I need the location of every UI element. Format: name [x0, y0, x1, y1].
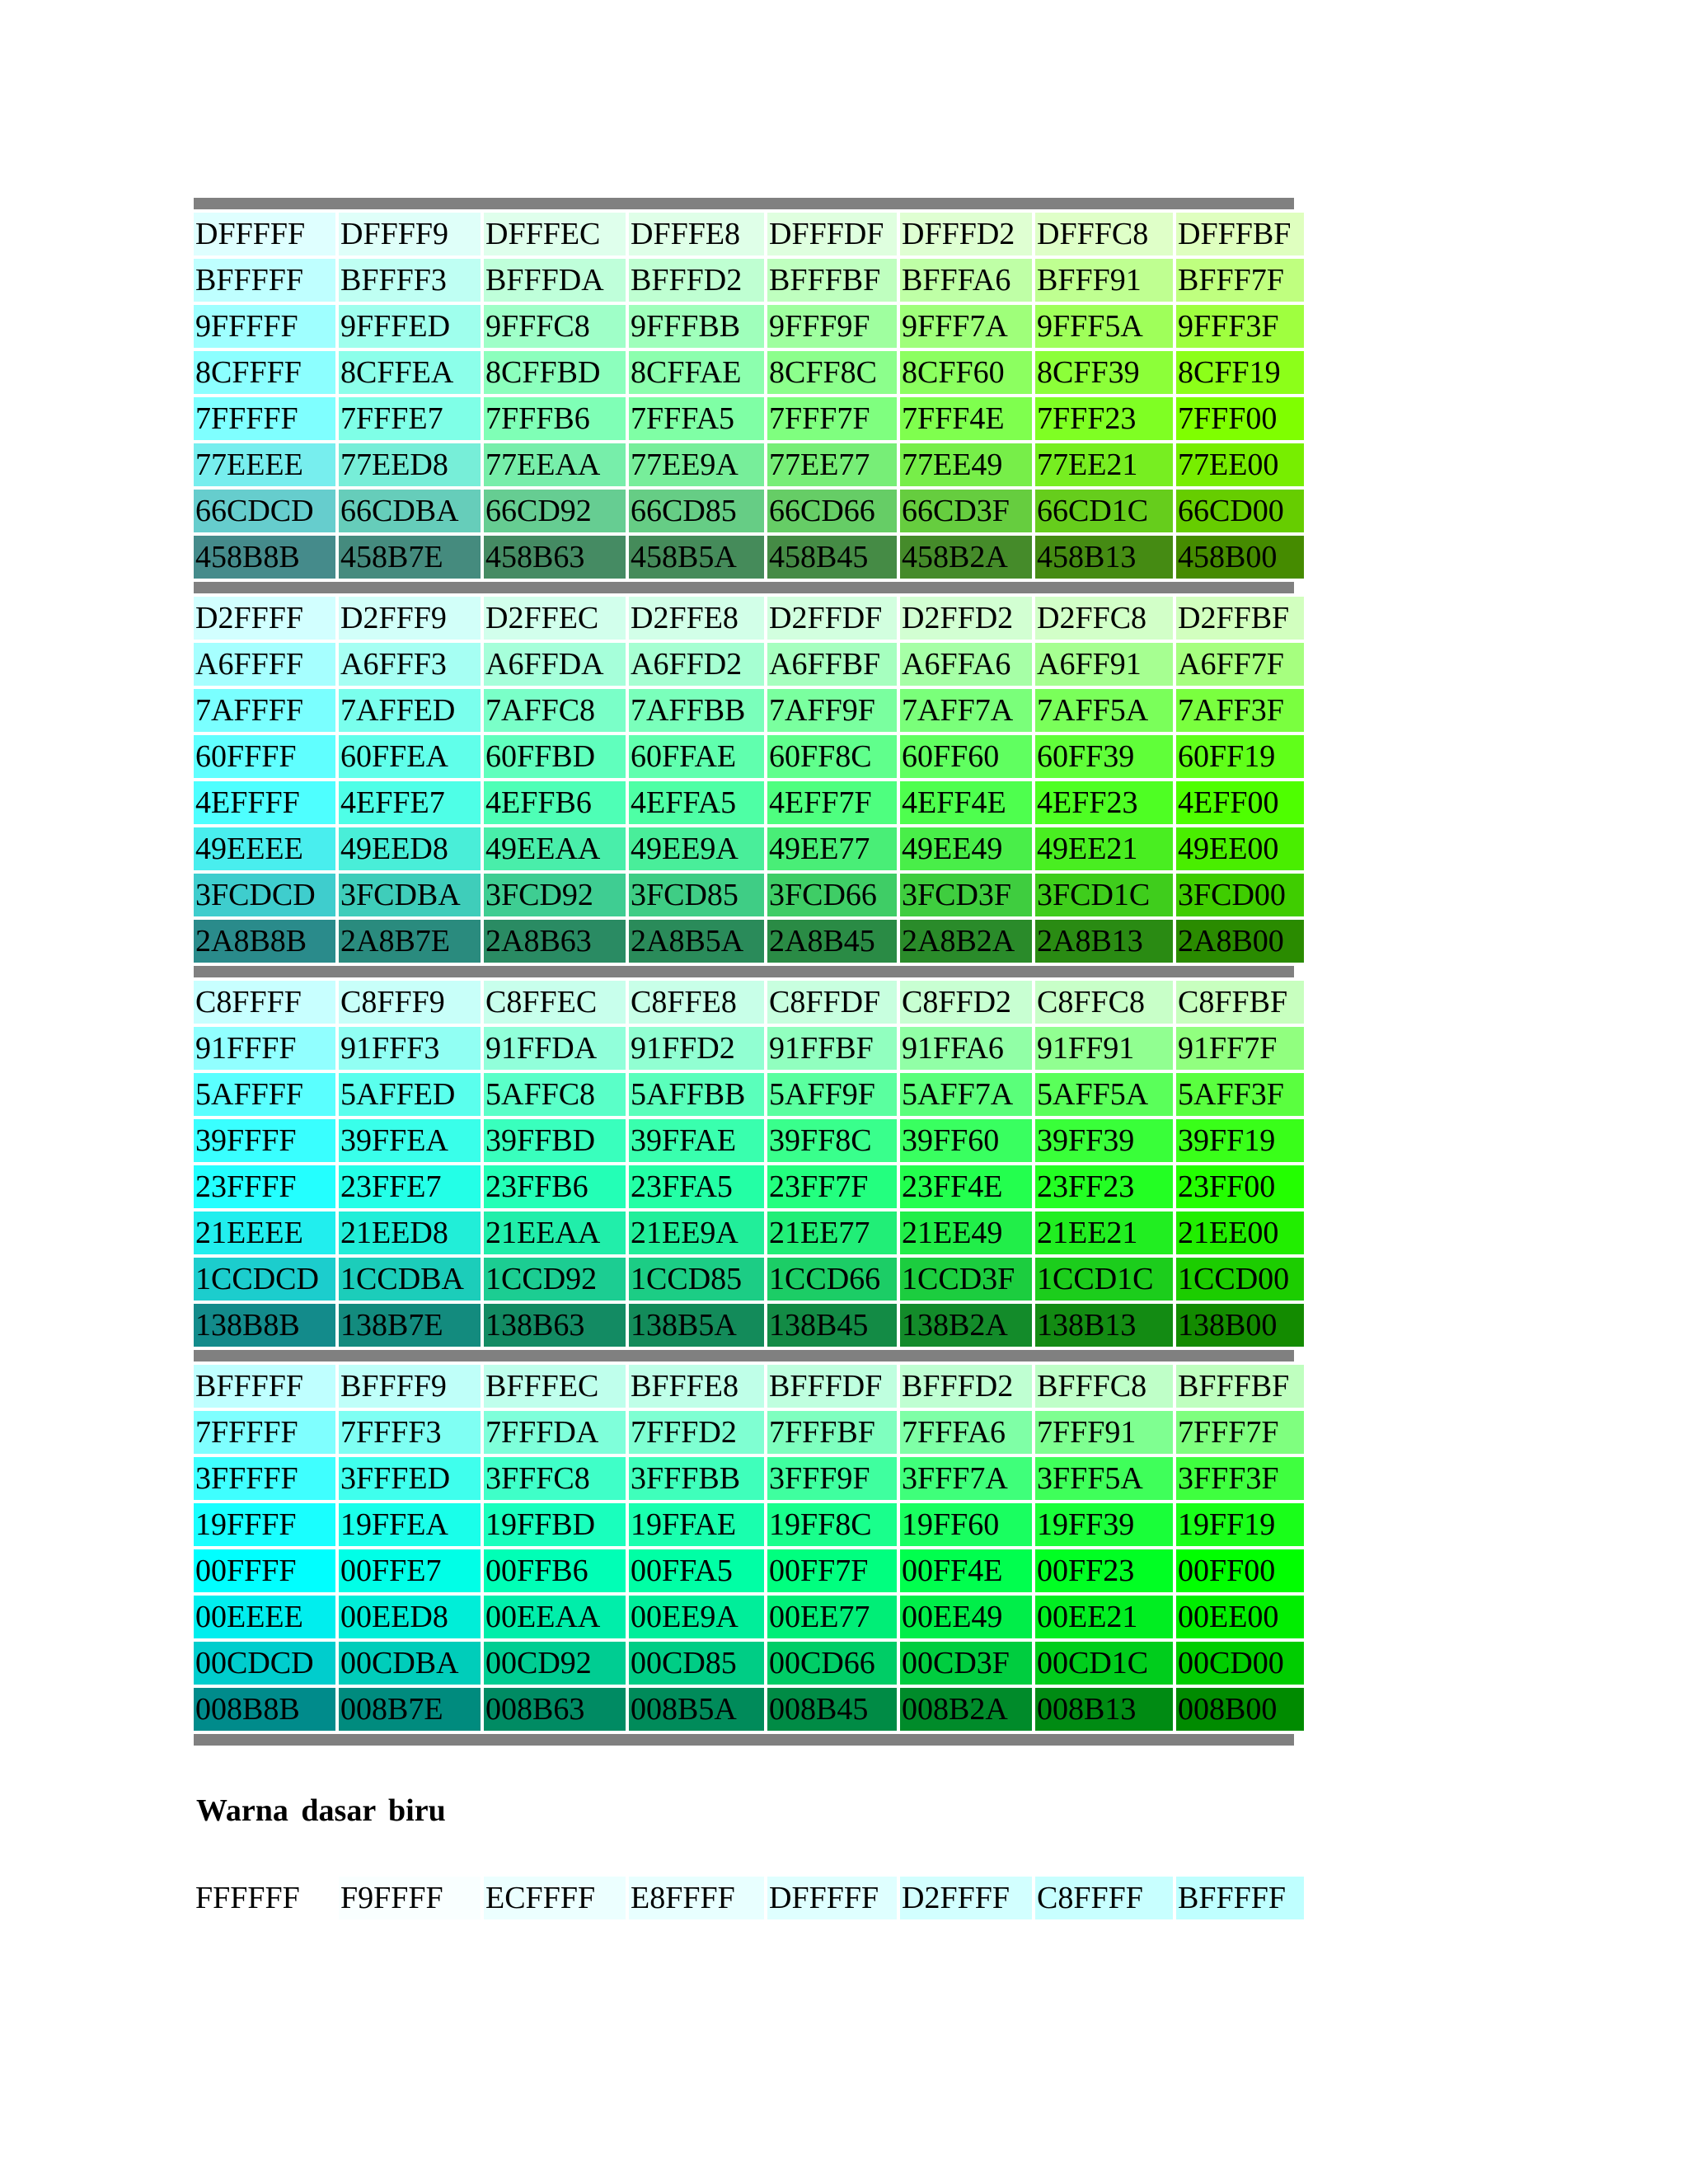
color-swatch-cell: BFFFFF [194, 1365, 335, 1408]
color-swatch-cell: 7FFFA6 [900, 1411, 1032, 1454]
color-swatch-cell: 7FFF91 [1035, 1411, 1173, 1454]
color-swatch-cell: 00CDBA [339, 1642, 481, 1685]
color-swatch-cell: 21EE9A [629, 1212, 764, 1254]
table-divider [194, 966, 1294, 977]
color-swatch-cell: 00CD00 [1176, 1642, 1304, 1685]
color-swatch-cell: 7FFF7F [1176, 1411, 1304, 1454]
color-swatch-cell: 3FFF3F [1176, 1457, 1304, 1500]
color-swatch-cell: 60FF39 [1035, 735, 1173, 778]
color-swatch-cell: 21EED8 [339, 1212, 481, 1254]
color-swatch-cell: 7AFFFF [194, 689, 335, 732]
color-swatch-cell: 00EE9A [629, 1596, 764, 1638]
color-swatch-cell: 19FF19 [1176, 1503, 1304, 1546]
color-swatch-cell: 7FFFFF [194, 1411, 335, 1454]
color-swatch-cell: 77EE00 [1176, 443, 1304, 486]
color-swatch-cell: 8CFF8C [767, 351, 897, 394]
color-swatch-cell: 008B2A [900, 1688, 1032, 1731]
color-swatch-cell: 3FCD85 [629, 874, 764, 916]
color-swatch-cell: D2FFD2 [900, 597, 1032, 640]
color-swatch-cell: 00CD1C [1035, 1642, 1173, 1685]
color-swatch-cell: BFFFBF [1176, 1365, 1304, 1408]
color-swatch-cell: 7AFF5A [1035, 689, 1173, 732]
color-swatch-cell: 23FF4E [900, 1165, 1032, 1208]
color-swatch-cell: F9FFFF [339, 1877, 481, 1919]
color-swatch-cell: DFFFFF [767, 1877, 897, 1919]
section-heading: Warna dasar biru [196, 1793, 446, 1828]
color-swatch-cell: 3FCD1C [1035, 874, 1173, 916]
color-swatch-cell: 7AFFED [339, 689, 481, 732]
color-swatch-cell: BFFFBF [767, 259, 897, 302]
color-swatch-cell: 7FFFD2 [629, 1411, 764, 1454]
color-swatch-cell: 1CCD3F [900, 1258, 1032, 1301]
color-swatch-cell: 23FF23 [1035, 1165, 1173, 1208]
color-swatch-cell: 7FFFA5 [629, 397, 764, 440]
color-swatch-cell: A6FF7F [1176, 643, 1304, 686]
color-swatch-cell: 5AFF7A [900, 1073, 1032, 1116]
color-swatch-cell: BFFFF9 [339, 1365, 481, 1408]
color-swatch-cell: DFFFF9 [339, 213, 481, 255]
color-swatch-cell: 458B63 [484, 536, 626, 579]
color-swatch-cell: 138B8B [194, 1304, 335, 1347]
color-swatch-cell: 2A8B63 [484, 920, 626, 963]
color-swatch-cell: 39FFBD [484, 1119, 626, 1162]
color-swatch-cell: 66CD85 [629, 490, 764, 532]
color-swatch-cell: 39FFEA [339, 1119, 481, 1162]
color-swatch-cell: 00EED8 [339, 1596, 481, 1638]
color-swatch-cell: 66CD92 [484, 490, 626, 532]
color-swatch-cell: D2FFFF [194, 597, 335, 640]
color-swatch-block [194, 209, 1294, 582]
color-swatch-cell: 1CCD85 [629, 1258, 764, 1301]
color-swatch-cell: 8CFFFF [194, 351, 335, 394]
color-swatch-cell: C8FFE8 [629, 981, 764, 1024]
color-swatch-cell: 49EEEE [194, 827, 335, 870]
color-swatch-cell: 49EED8 [339, 827, 481, 870]
color-swatch-cell: 00FF00 [1176, 1549, 1304, 1592]
color-swatch-cell: 7FFF00 [1176, 397, 1304, 440]
color-swatch-cell: 9FFF7A [900, 305, 1032, 348]
color-swatch-cell: 7FFFBF [767, 1411, 897, 1454]
color-swatch-cell: A6FFA6 [900, 643, 1032, 686]
color-swatch-cell: A6FFBF [767, 643, 897, 686]
color-swatch-cell: 3FCD00 [1176, 874, 1304, 916]
color-swatch-cell: 3FFF9F [767, 1457, 897, 1500]
color-swatch-cell: 60FFAE [629, 735, 764, 778]
color-swatch-cell: 60FF60 [900, 735, 1032, 778]
color-swatch-cell: BFFFA6 [900, 259, 1032, 302]
color-swatch-cell: FFFFFF [194, 1877, 335, 1919]
color-swatch-cell: A6FFF3 [339, 643, 481, 686]
color-swatch-cell: 1CCDBA [339, 1258, 481, 1301]
color-swatch-cell: 5AFF5A [1035, 1073, 1173, 1116]
color-swatch-cell: BFFFC8 [1035, 1365, 1173, 1408]
color-swatch-cell: A6FFDA [484, 643, 626, 686]
table-divider [194, 198, 1294, 209]
color-swatch-cell: 00CD66 [767, 1642, 897, 1685]
color-swatch-cell: D2FFFF [900, 1877, 1032, 1919]
color-swatch-cell: 77EE77 [767, 443, 897, 486]
color-swatch-cell: 66CDCD [194, 490, 335, 532]
color-swatch-cell: BFFFDF [767, 1365, 897, 1408]
color-swatch-cell: 00EE21 [1035, 1596, 1173, 1638]
color-swatch-cell: 008B5A [629, 1688, 764, 1731]
color-swatch-cell: 39FFFF [194, 1119, 335, 1162]
color-swatch-cell: C8FFFF [194, 981, 335, 1024]
color-swatch-cell: 5AFFED [339, 1073, 481, 1116]
color-swatch-cell: 49EEAA [484, 827, 626, 870]
color-swatch-block [194, 1361, 1294, 1734]
color-swatch-cell: 91FFF3 [339, 1027, 481, 1070]
color-swatch-cell: 2A8B13 [1035, 920, 1173, 963]
color-swatch-cell: 00FF4E [900, 1549, 1032, 1592]
color-swatch-cell: 66CD1C [1035, 490, 1173, 532]
color-swatch-cell: DFFFBF [1176, 213, 1304, 255]
color-swatch-cell: 138B5A [629, 1304, 764, 1347]
color-swatch-cell: BFFFD2 [900, 1365, 1032, 1408]
color-swatch-cell: 458B2A [900, 536, 1032, 579]
color-swatch-cell: 5AFFFF [194, 1073, 335, 1116]
color-swatch-cell: BFFF91 [1035, 259, 1173, 302]
color-swatch-cell: DFFFE8 [629, 213, 764, 255]
color-swatch-cell: A6FF91 [1035, 643, 1173, 686]
color-swatch-cell: 49EE49 [900, 827, 1032, 870]
color-swatch-cell: 3FFF7A [900, 1457, 1032, 1500]
color-swatch-cell: 60FFFF [194, 735, 335, 778]
color-swatch-cell: DFFFFF [194, 213, 335, 255]
blue-swatch-grid [194, 1873, 1294, 1923]
color-swatch-cell: 19FFBD [484, 1503, 626, 1546]
color-swatch-cell: 19FFEA [339, 1503, 481, 1546]
color-swatch-cell: D2FFE8 [629, 597, 764, 640]
color-swatch-cell: 49EE21 [1035, 827, 1173, 870]
color-swatch-cell: 458B8B [194, 536, 335, 579]
color-swatch-cell: 9FFFBB [629, 305, 764, 348]
color-swatch-cell: 458B00 [1176, 536, 1304, 579]
color-swatch-cell: 1CCD00 [1176, 1258, 1304, 1301]
color-swatch-cell: 66CD3F [900, 490, 1032, 532]
color-swatch-cell: 77EE9A [629, 443, 764, 486]
color-swatch-cell: 77EE21 [1035, 443, 1173, 486]
color-swatch-cell: 00EEEE [194, 1596, 335, 1638]
color-swatch-cell: C8FFF9 [339, 981, 481, 1024]
color-swatch-cell: 138B2A [900, 1304, 1032, 1347]
color-swatch-cell: BFFFEC [484, 1365, 626, 1408]
color-swatch-cell: 9FFFED [339, 305, 481, 348]
color-swatch-cell: A6FFD2 [629, 643, 764, 686]
color-swatch-cell: 4EFFB6 [484, 781, 626, 824]
color-swatch-cell: 66CDBA [339, 490, 481, 532]
color-swatch-cell: 008B63 [484, 1688, 626, 1731]
table-divider [194, 1734, 1294, 1746]
color-swatch-cell: 3FCD66 [767, 874, 897, 916]
color-swatch-cell: 77EED8 [339, 443, 481, 486]
color-swatch-cell: 7FFF23 [1035, 397, 1173, 440]
color-swatch-cell: A6FFFF [194, 643, 335, 686]
color-swatch-cell: 008B8B [194, 1688, 335, 1731]
color-swatch-cell: E8FFFF [629, 1877, 764, 1919]
color-swatch-cell: 21EEEE [194, 1212, 335, 1254]
color-swatch-cell: C8FFC8 [1035, 981, 1173, 1024]
color-swatch-cell: C8FFDF [767, 981, 897, 1024]
color-swatch-cell: D2FFF9 [339, 597, 481, 640]
color-swatch-cell: 458B5A [629, 536, 764, 579]
color-swatch-cell: 7AFF9F [767, 689, 897, 732]
color-swatch-cell: 00CD92 [484, 1642, 626, 1685]
color-swatch-cell: 4EFFA5 [629, 781, 764, 824]
color-swatch-cell: 19FF39 [1035, 1503, 1173, 1546]
color-swatch-cell: 138B7E [339, 1304, 481, 1347]
color-swatch-cell: ECFFFF [484, 1877, 626, 1919]
color-swatch-cell: 00FFA5 [629, 1549, 764, 1592]
color-swatch-cell: 49EE9A [629, 827, 764, 870]
color-swatch-cell: 4EFF7F [767, 781, 897, 824]
color-swatch-cell: 19FF8C [767, 1503, 897, 1546]
color-swatch-cell: 1CCD92 [484, 1258, 626, 1301]
color-swatch-block [194, 977, 1294, 1350]
color-swatch-cell: 7FFFFF [194, 397, 335, 440]
color-swatch-cell: 4EFF4E [900, 781, 1032, 824]
color-swatch-cell: 4EFFE7 [339, 781, 481, 824]
color-swatch-cell: 49EE77 [767, 827, 897, 870]
color-swatch-cell: 458B13 [1035, 536, 1173, 579]
color-swatch-cell: 1CCD1C [1035, 1258, 1173, 1301]
color-swatch-cell: 39FF60 [900, 1119, 1032, 1162]
color-swatch-cell: C8FFBF [1176, 981, 1304, 1024]
color-swatch-cell: 00FF7F [767, 1549, 897, 1592]
color-swatch-cell: 2A8B8B [194, 920, 335, 963]
color-swatch-cell: 39FFAE [629, 1119, 764, 1162]
color-swatch-cell: 3FCD3F [900, 874, 1032, 916]
color-swatch-cell: 00EEAA [484, 1596, 626, 1638]
color-swatch-cell: 23FFB6 [484, 1165, 626, 1208]
color-swatch-cell: 00FFE7 [339, 1549, 481, 1592]
table-divider [194, 1350, 1294, 1361]
color-swatch-cell: DFFFDF [767, 213, 897, 255]
color-swatch-cell: 21EE21 [1035, 1212, 1173, 1254]
color-swatch-cell: 00EE00 [1176, 1596, 1304, 1638]
color-swatch-cell: 23FFE7 [339, 1165, 481, 1208]
color-swatch-cell: 60FF8C [767, 735, 897, 778]
color-swatch-cell: 2A8B5A [629, 920, 764, 963]
color-swatch-cell: 00CD3F [900, 1642, 1032, 1685]
color-swatch-cell: 77EE49 [900, 443, 1032, 486]
table-divider [194, 582, 1294, 593]
color-swatch-cell: DFFFC8 [1035, 213, 1173, 255]
color-swatch-cell: 91FFD2 [629, 1027, 764, 1070]
color-swatch-cell: 23FFA5 [629, 1165, 764, 1208]
color-swatch-cell: 4EFFFF [194, 781, 335, 824]
color-swatch-cell: 19FFAE [629, 1503, 764, 1546]
color-swatch-cell: 00FF23 [1035, 1549, 1173, 1592]
color-swatch-cell: 91FFFF [194, 1027, 335, 1070]
color-swatch-block [194, 593, 1294, 966]
color-swatch-cell: 77EEAA [484, 443, 626, 486]
color-swatch-cell: 4EFF23 [1035, 781, 1173, 824]
color-swatch-cell: 3FFFED [339, 1457, 481, 1500]
color-swatch-cell: 91FFDA [484, 1027, 626, 1070]
color-swatch-cell: 66CD66 [767, 490, 897, 532]
color-swatch-cell: D2FFEC [484, 597, 626, 640]
color-swatch-cell: 21EE00 [1176, 1212, 1304, 1254]
color-swatch-cell: 008B7E [339, 1688, 481, 1731]
color-swatch-tables [194, 198, 1294, 1746]
color-swatch-cell: C8FFD2 [900, 981, 1032, 1024]
color-swatch-cell: 008B00 [1176, 1688, 1304, 1731]
color-swatch-cell: 3FFFC8 [484, 1457, 626, 1500]
color-swatch-cell: 7AFFC8 [484, 689, 626, 732]
color-swatch-cell: 7FFF7F [767, 397, 897, 440]
color-swatch-cell: 91FFBF [767, 1027, 897, 1070]
color-swatch-cell: 60FF19 [1176, 735, 1304, 778]
color-swatch-cell: 7FFFF3 [339, 1411, 481, 1454]
color-swatch-cell: 3FCDBA [339, 874, 481, 916]
color-swatch-cell: 23FFFF [194, 1165, 335, 1208]
color-swatch-cell: 23FF00 [1176, 1165, 1304, 1208]
color-swatch-cell: 00CD85 [629, 1642, 764, 1685]
color-swatch-cell: C8FFEC [484, 981, 626, 1024]
color-swatch-cell: BFFFF3 [339, 259, 481, 302]
color-swatch-cell: 39FF19 [1176, 1119, 1304, 1162]
color-swatch-cell: 9FFFC8 [484, 305, 626, 348]
color-swatch-cell: 00FFFF [194, 1549, 335, 1592]
color-swatch-cell: BFFFD2 [629, 259, 764, 302]
color-swatch-cell: 66CD00 [1176, 490, 1304, 532]
color-swatch-cell: BFFFFF [1176, 1877, 1304, 1919]
color-swatch-cell: 00FFB6 [484, 1549, 626, 1592]
color-swatch-cell: 39FF39 [1035, 1119, 1173, 1162]
color-swatch-cell: 49EE00 [1176, 827, 1304, 870]
color-swatch-cell: 9FFF9F [767, 305, 897, 348]
color-swatch-cell: 8CFFBD [484, 351, 626, 394]
color-swatch-cell: 3FFF5A [1035, 1457, 1173, 1500]
color-swatch-cell: 138B00 [1176, 1304, 1304, 1347]
color-swatch-cell: BFFFE8 [629, 1365, 764, 1408]
color-swatch-cell: 2A8B7E [339, 920, 481, 963]
color-swatch-cell: BFFFDA [484, 259, 626, 302]
color-swatch-cell: C8FFFF [1035, 1877, 1173, 1919]
color-swatch-cell: 3FCDCD [194, 874, 335, 916]
color-swatch-cell: 8CFF60 [900, 351, 1032, 394]
color-swatch-cell: 8CFFAE [629, 351, 764, 394]
color-swatch-cell: 4EFF00 [1176, 781, 1304, 824]
color-swatch-cell: 2A8B45 [767, 920, 897, 963]
color-swatch-cell: 21EEAA [484, 1212, 626, 1254]
color-swatch-cell: DFFFEC [484, 213, 626, 255]
color-swatch-cell: 19FFFF [194, 1503, 335, 1546]
color-swatch-cell: D2FFDF [767, 597, 897, 640]
color-swatch-cell: 1CCDCD [194, 1258, 335, 1301]
color-swatch-cell: 3FFFBB [629, 1457, 764, 1500]
blue-swatch-row [194, 1873, 1294, 1923]
color-swatch-cell: 00CDCD [194, 1642, 335, 1685]
color-swatch-cell: 19FF60 [900, 1503, 1032, 1546]
color-swatch-cell: 60FFEA [339, 735, 481, 778]
color-swatch-cell: 458B7E [339, 536, 481, 579]
color-swatch-cell: 21EE77 [767, 1212, 897, 1254]
color-swatch-cell: 7AFF3F [1176, 689, 1304, 732]
color-swatch-cell: 7FFF4E [900, 397, 1032, 440]
color-swatch-cell: 5AFF9F [767, 1073, 897, 1116]
color-swatch-cell: 138B45 [767, 1304, 897, 1347]
color-swatch-cell: 91FF91 [1035, 1027, 1173, 1070]
color-swatch-cell: 7AFFBB [629, 689, 764, 732]
color-swatch-cell: 00EE77 [767, 1596, 897, 1638]
color-swatch-cell: 008B45 [767, 1688, 897, 1731]
color-swatch-cell: 7FFFDA [484, 1411, 626, 1454]
color-swatch-cell: BFFF7F [1176, 259, 1304, 302]
color-swatch-cell: 8CFF19 [1176, 351, 1304, 394]
color-swatch-cell: 60FFBD [484, 735, 626, 778]
color-swatch-cell: DFFFD2 [900, 213, 1032, 255]
color-swatch-cell: 5AFF3F [1176, 1073, 1304, 1116]
color-swatch-cell: 91FF7F [1176, 1027, 1304, 1070]
color-swatch-cell: D2FFC8 [1035, 597, 1173, 640]
color-swatch-cell: 7FFFB6 [484, 397, 626, 440]
color-swatch-cell: 008B13 [1035, 1688, 1173, 1731]
color-swatch-cell: 9FFFFF [194, 305, 335, 348]
color-swatch-cell: 5AFFBB [629, 1073, 764, 1116]
color-swatch-cell: 3FFFFF [194, 1457, 335, 1500]
color-swatch-cell: 8CFFEA [339, 351, 481, 394]
color-swatch-cell: 2A8B2A [900, 920, 1032, 963]
color-swatch-cell: 1CCD66 [767, 1258, 897, 1301]
color-swatch-cell: 9FFF3F [1176, 305, 1304, 348]
color-swatch-cell: D2FFBF [1176, 597, 1304, 640]
color-swatch-cell: 5AFFC8 [484, 1073, 626, 1116]
color-swatch-cell: 2A8B00 [1176, 920, 1304, 963]
color-swatch-cell: 8CFF39 [1035, 351, 1173, 394]
color-swatch-cell: BFFFFF [194, 259, 335, 302]
color-swatch-cell: 00EE49 [900, 1596, 1032, 1638]
color-swatch-cell: 23FF7F [767, 1165, 897, 1208]
color-swatch-cell: 138B13 [1035, 1304, 1173, 1347]
color-swatch-cell: 21EE49 [900, 1212, 1032, 1254]
color-swatch-cell: 138B63 [484, 1304, 626, 1347]
color-swatch-cell: 91FFA6 [900, 1027, 1032, 1070]
color-swatch-cell: 3FCD92 [484, 874, 626, 916]
color-swatch-cell: 7FFFE7 [339, 397, 481, 440]
color-swatch-cell: 39FF8C [767, 1119, 897, 1162]
color-swatch-cell: 9FFF5A [1035, 305, 1173, 348]
color-swatch-cell: 458B45 [767, 536, 897, 579]
color-swatch-cell: 7AFF7A [900, 689, 1032, 732]
color-swatch-cell: 77EEEE [194, 443, 335, 486]
